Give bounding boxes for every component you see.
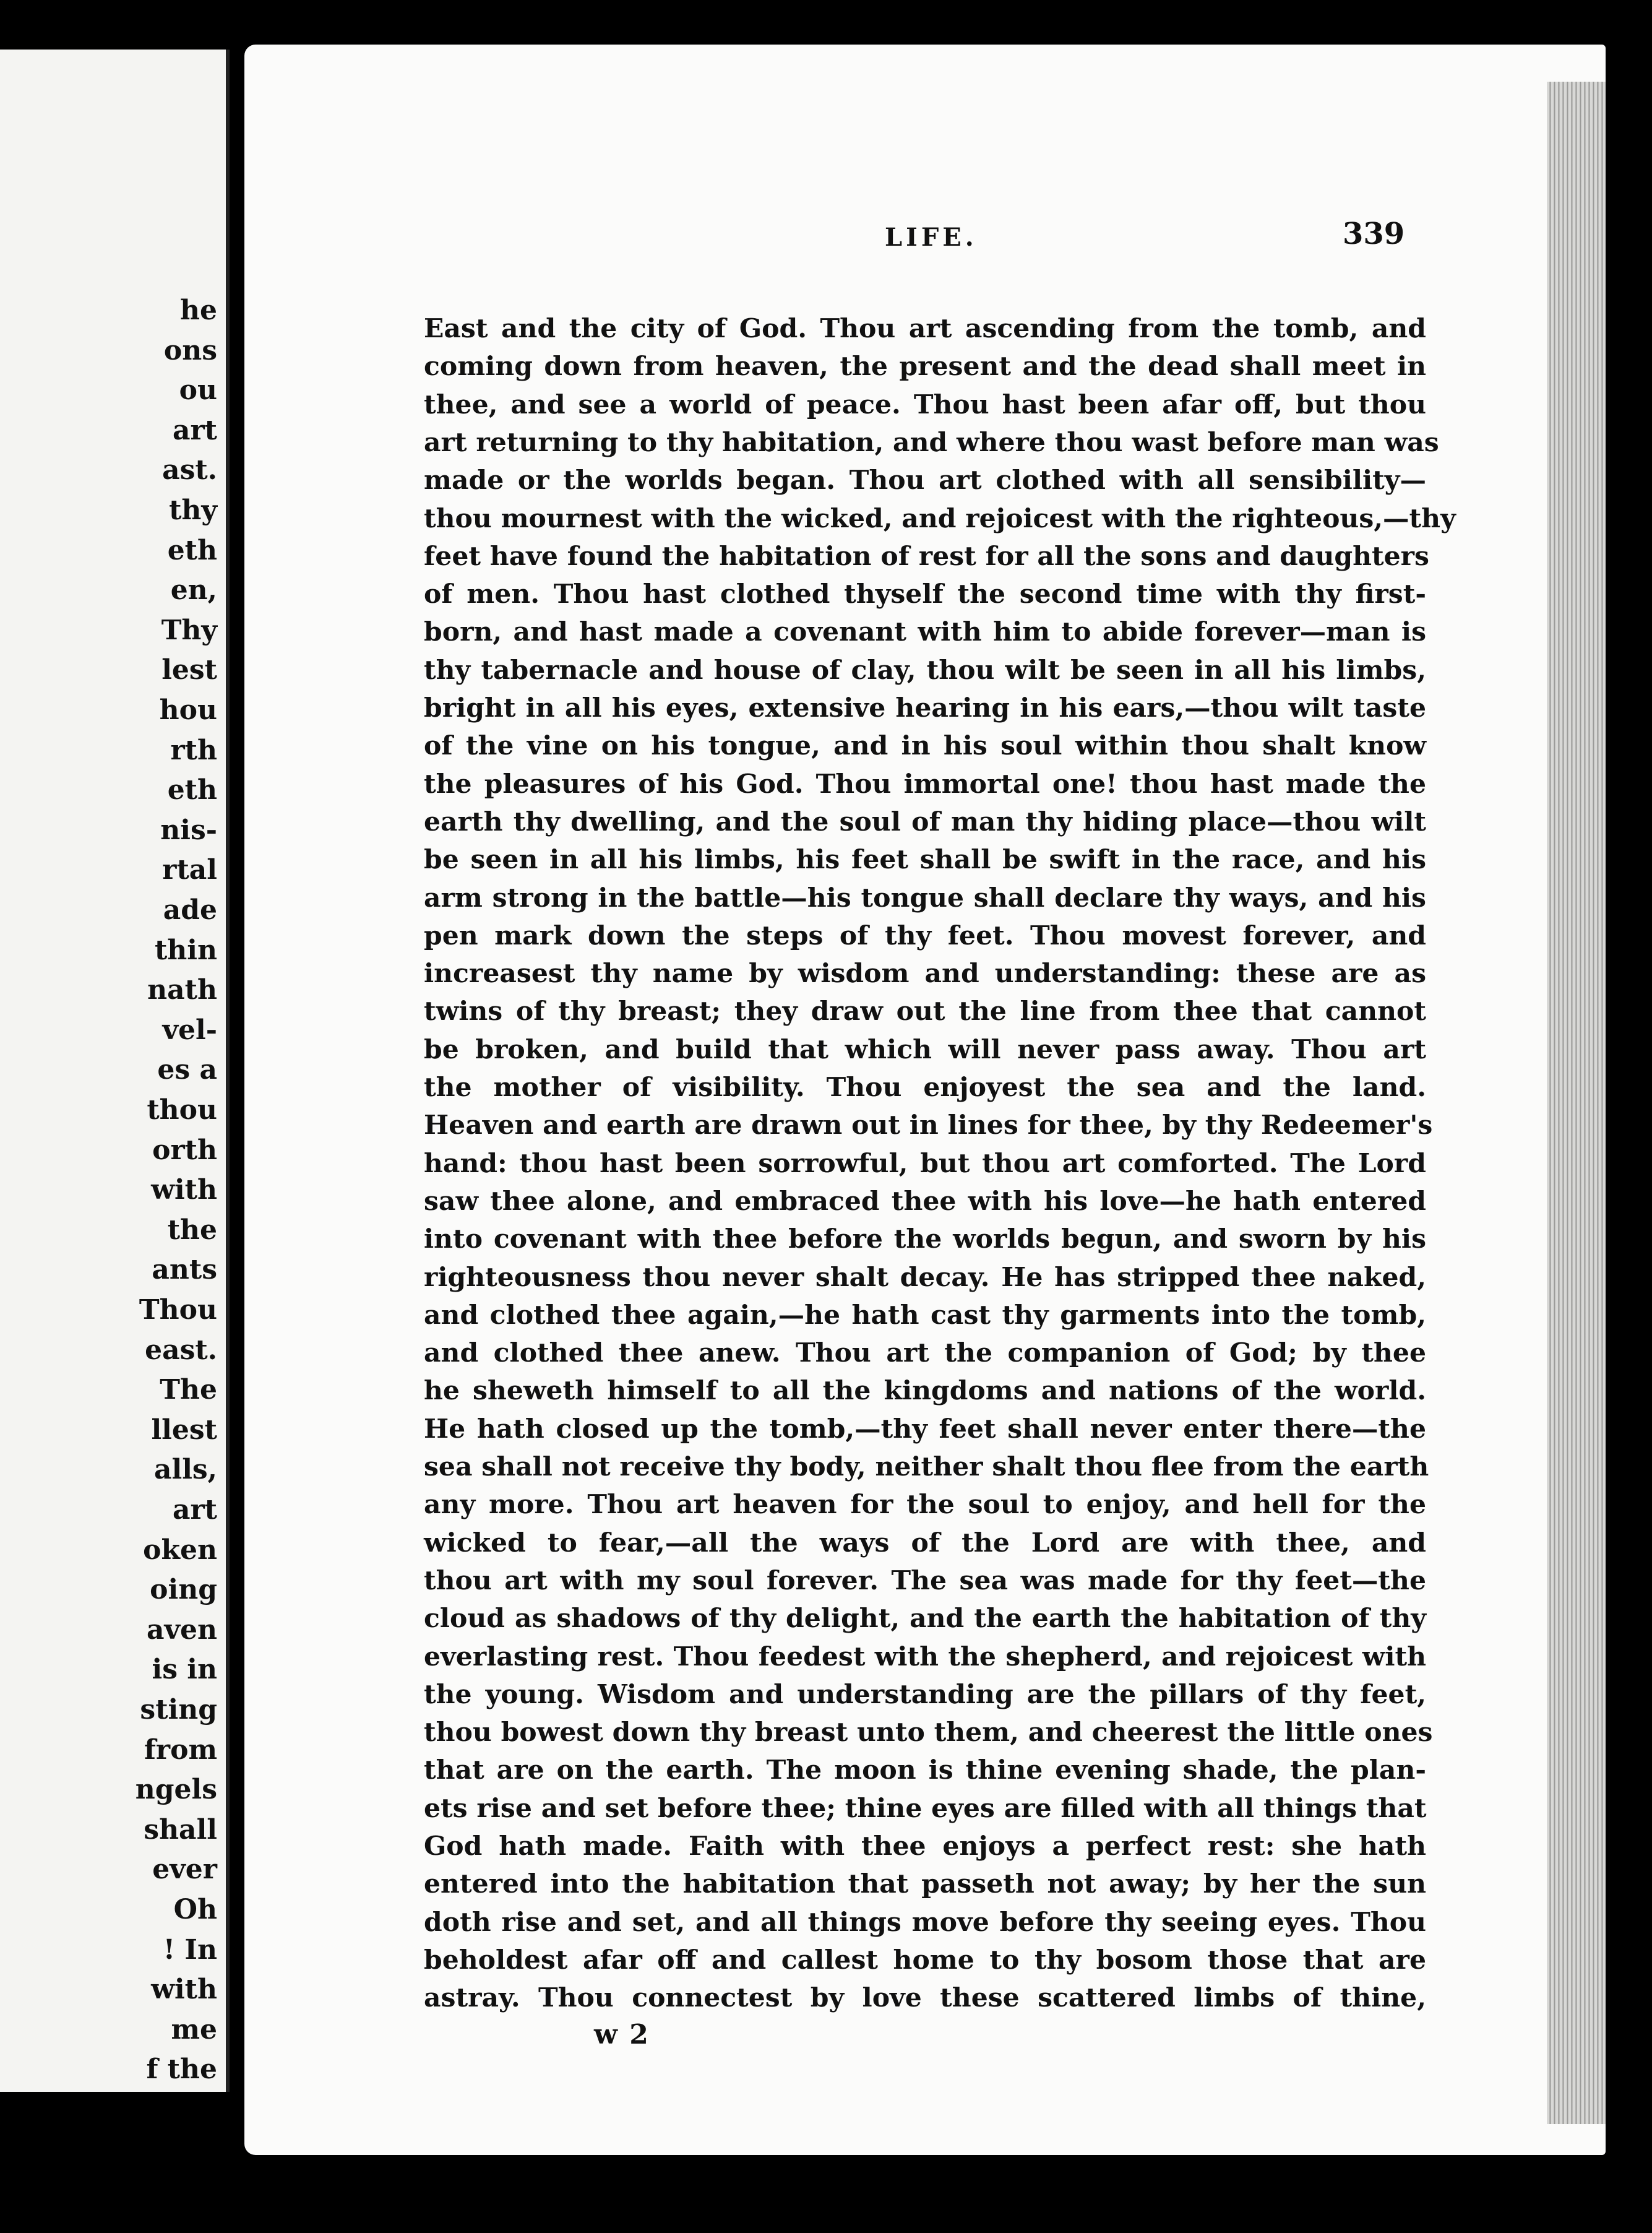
- text-line: any more. Thou art heaven for the soul to enjoy, and hell for the: [424, 1489, 1426, 1521]
- text-line: earth thy dwelling, and the soul of man thy hiding place—thou wilt: [424, 806, 1426, 837]
- left-page-fragment: ou: [179, 374, 217, 407]
- left-page-fragment: the: [167, 1214, 217, 1246]
- left-page-fragment: alls,: [153, 1454, 217, 1486]
- text-line: God hath made. Faith with thee enjoys a perfect rest: she hath: [424, 1831, 1426, 1862]
- left-page-fragment: is in: [152, 1654, 217, 1686]
- left-page-fragment: thin: [154, 934, 217, 966]
- text-line: of the vine on his tongue, and in his soul within thou shalt know: [424, 730, 1426, 762]
- left-page-fragment: eth: [167, 534, 217, 566]
- text-line: feet have found the habitation of rest for all the sons and daughters: [424, 540, 1429, 572]
- text-line: twins of thy breast; they draw out the line from thee that cannot: [424, 996, 1426, 1027]
- text-line: entered into the habitation that passeth not away; by her the sun: [424, 1868, 1426, 1900]
- text-line: be seen in all his limbs, his feet shall be swift in the race, and his: [424, 844, 1426, 876]
- left-page-fragment: eth: [167, 774, 217, 806]
- left-page-fragment: llest: [151, 1414, 217, 1446]
- left-page-fragment: he: [180, 295, 217, 326]
- text-line: ets rise and set before thee; thine eyes are filled with all things that: [424, 1792, 1427, 1824]
- text-line: increasest thy name by wisdom and understanding: these are as: [424, 958, 1426, 990]
- text-line: coming down from heaven, the present and the dead shall meet in: [424, 351, 1426, 382]
- left-page-fragment: oing: [150, 1574, 217, 1606]
- left-page-fragment: art: [172, 414, 217, 446]
- left-page: [0, 50, 230, 2092]
- left-page-fragment: nath: [147, 974, 217, 1006]
- left-page-fragment: Thy: [161, 614, 217, 646]
- text-line: art returning to thy habitation, and where thou wast before man was: [424, 426, 1439, 458]
- text-line: sea shall not receive thy body, neither shalt thou flee from the earth: [424, 1451, 1429, 1482]
- text-line: pen mark down the steps of thy feet. Thou movest forever, and: [424, 920, 1426, 951]
- signature-mark: w 2: [594, 2019, 648, 2050]
- text-line: saw thee alone, and embraced thee with his love—he hath entered: [424, 1185, 1426, 1217]
- text-line: thou bowest down thy breast unto them, and cheerest the little ones: [424, 1717, 1433, 1748]
- left-page-fragment: ons: [163, 334, 217, 366]
- text-line: born, and hast made a covenant with him to abide forever—man is: [424, 616, 1426, 648]
- left-page-fragment: sting: [140, 1694, 217, 1726]
- left-page-fragment: with: [151, 1174, 217, 1206]
- page-number: 339: [1343, 217, 1405, 251]
- text-line: wicked to fear,—all the ways of the Lord are with thee, and: [424, 1527, 1426, 1558]
- text-line: arm strong in the battle—his tongue shall declare thy ways, and his: [424, 882, 1426, 914]
- left-page-fragment: Thou: [139, 1294, 217, 1326]
- text-line: thou art with my soul forever. The sea was made for thy feet—the: [424, 1565, 1426, 1596]
- text-line: into covenant with thee before the worlds begun, and sworn by his: [424, 1224, 1426, 1255]
- left-page-fragment: me: [171, 2013, 217, 2045]
- left-page-fragment: ever: [152, 1854, 217, 1886]
- left-page-fragment: ade: [163, 894, 217, 926]
- text-line: and clothed thee anew. Thou art the companion of God; by thee: [424, 1337, 1426, 1369]
- text-line: of men. Thou hast clothed thyself the second time with thy first-: [424, 579, 1426, 610]
- text-line: astray. Thou connectest by love these scattered limbs of thine,: [424, 1982, 1426, 2014]
- text-line: that are on the earth. The moon is thine evening shade, the plan-: [424, 1755, 1426, 1786]
- left-page-fragment: east.: [145, 1334, 217, 1366]
- left-page-fragment: ants: [152, 1254, 217, 1286]
- left-page-fragment: Oh: [173, 1894, 217, 1925]
- text-line: He hath closed up the tomb,—thy feet shall never enter there—the: [424, 1413, 1426, 1445]
- left-page-fragment: The: [160, 1374, 217, 1406]
- left-page-fragment: art: [172, 1494, 217, 1526]
- left-page-fragment: vel-: [162, 1014, 217, 1046]
- text-line: Heaven and earth are drawn out in lines for thee, by thy Redeemer's: [424, 1110, 1433, 1141]
- left-page-fragment: hou: [159, 694, 217, 726]
- left-page-fragment: en,: [170, 574, 217, 607]
- text-line: everlasting rest. Thou feedest with the shepherd, and rejoicest with: [424, 1641, 1426, 1672]
- left-page-fragment: thou: [147, 1094, 217, 1126]
- text-line: he sheweth himself to all the kingdoms and nations of the world.: [424, 1375, 1426, 1407]
- left-page-fragment: ngels: [135, 1774, 217, 1806]
- left-page-fragment: rtal: [162, 854, 217, 886]
- running-head: LIFE.: [885, 223, 978, 252]
- text-line: righteousness thou never shalt decay. He has stripped thee naked,: [424, 1261, 1426, 1293]
- text-line: the young. Wisdom and understanding are the pillars of thy feet,: [424, 1678, 1426, 1710]
- left-page-fragment: with: [151, 1974, 217, 2006]
- text-line: made or the worlds began. Thou art clothed with all sensibility—: [424, 465, 1426, 496]
- left-page-fragment: thy: [169, 495, 217, 526]
- text-line: doth rise and set, and all things move before thy seeing eyes. Thou: [424, 1906, 1426, 1938]
- text-line: thy tabernacle and house of clay, thou wilt be seen in all his limbs,: [424, 654, 1426, 686]
- left-page-fragment: f the: [146, 2054, 217, 2086]
- text-line: thou mournest with the wicked, and rejoicest with the righteous,—thy: [424, 503, 1456, 534]
- left-page-fragment: nis-: [160, 814, 217, 846]
- text-line: the mother of visibility. Thou enjoyest the sea and the land.: [424, 1072, 1426, 1103]
- left-page-fragment: oken: [143, 1534, 217, 1566]
- text-line: thee, and see a world of peace. Thou hast been afar off, but thou: [424, 389, 1426, 420]
- left-page-fragment: shall: [144, 1813, 217, 1846]
- left-page-fragment: ast.: [162, 454, 217, 486]
- text-line: the pleasures of his God. Thou immortal one! thou hast made the: [424, 768, 1426, 800]
- page-edge: [1547, 82, 1606, 2124]
- left-page-fragment: from: [144, 1734, 217, 1766]
- left-page-fragment: lest: [161, 654, 217, 686]
- text-line: cloud as shadows of thy delight, and the earth the habitation of thy: [424, 1603, 1426, 1635]
- left-page-fragment: rth: [170, 734, 217, 766]
- text-line: and clothed thee again,—he hath cast thy garments into the tomb,: [424, 1299, 1426, 1331]
- text-line: hand: thou hast been sorrowful, but thou art comforted. The Lord: [424, 1147, 1426, 1179]
- text-line: East and the city of God. Thou art ascending from the tomb, and: [424, 313, 1426, 344]
- left-page-fragment: ! In: [163, 1933, 217, 1966]
- left-page-fragment: es a: [157, 1054, 217, 1086]
- left-page-fragment: aven: [146, 1613, 217, 1646]
- text-line: beholdest afar off and callest home to thy bosom those that are: [424, 1944, 1426, 1976]
- left-page-fragment: orth: [152, 1134, 217, 1166]
- text-line: be broken, and build that which will never pass away. Thou art: [424, 1034, 1426, 1065]
- text-line: bright in all his eyes, extensive hearing in his ears,—thou wilt taste: [424, 693, 1426, 723]
